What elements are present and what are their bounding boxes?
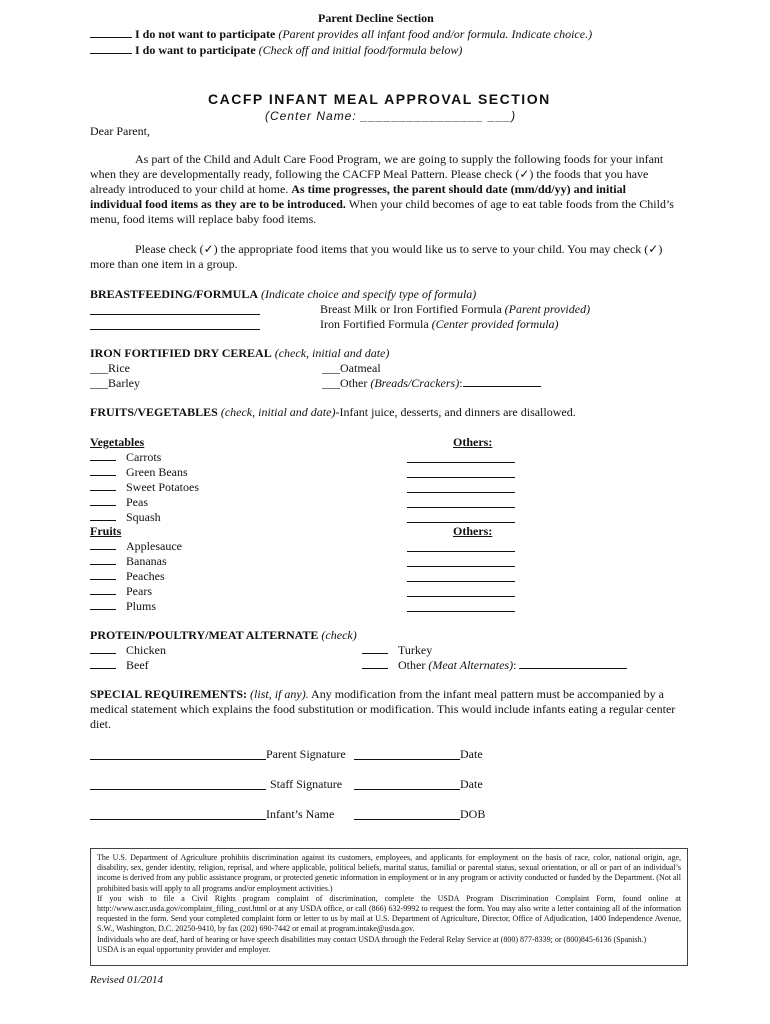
intro-paragraph [90,152,680,227]
protein-beef-label: Beef [126,658,149,672]
notice-paragraph: The U.S. Department of Agriculture prohibits discrimination against its customers, employees, and applicants for employment on the basis of race, color, national origin, age, disability, sex, gender identity, religion, reprisal, and where applicable, political beliefs, marital status, familial or parental status, sexual orientation, or all or part of an individual’s income is derived from any public assistance program, or protected genetic information in employment or in any program or activity conducted or funded by the Department. (Not all prohibited basis will apply to all programs and/or employment activities.) [97,853,681,893]
cereal-other[interactable] [322,376,541,391]
formula-label: Iron Fortified Formula [320,317,429,331]
notice-paragraph: If you wish to file a Civil Rights program complaint of discrimination, complete the USDA Program Discrimination Complaint Form, found online at http://www.ascr.usda.gov/complaint_filing_cust.html or at any USDA office, or call (866) 632-9992 to request the form. You may also write a letter containing all of the information requested in the form. Send your completed complaint form or letter to us by mail at U.S. Department of Agriculture, Director, Office of Adjudication, 1400 Independence Avenue, S.W., Washington, D.C. 20250-9410, by fax (202) 690-7442 or email at program.intake@usda.gov. [97,893,681,934]
cereal-barley[interactable]: ___Barley [90,376,140,390]
cereal-other-blank[interactable] [463,376,541,387]
fruit-other-line[interactable] [407,596,515,597]
veg-item[interactable] [90,465,188,480]
decline-no-label: I do not want to participate [135,27,276,41]
protein-chicken-label: Chicken [126,643,166,657]
veg-other-line[interactable] [407,507,515,508]
special-heading: SPECIAL REQUIREMENTS: [90,687,248,701]
veg-label: Peas [126,495,148,509]
veg-item[interactable] [90,495,148,510]
breastmilk-option [320,302,590,317]
decline-title: Parent Decline Section [318,11,434,25]
salutation: Dear Parent, [90,124,150,138]
formula-note: (Center provided formula) [431,317,559,331]
protein-beef[interactable] [90,658,149,673]
fruit-check[interactable] [90,584,116,595]
veg-other-line[interactable] [407,522,515,523]
vegetables-others-heading: Others: [453,435,493,449]
veg-other-line[interactable] [407,462,515,463]
parent-signature-line[interactable] [90,759,266,760]
special-heading-note: (list, if any). [250,687,309,701]
cereal-other-colon: : [459,376,463,390]
staff-date-label: Date [460,777,483,791]
veg-other-line[interactable] [407,477,515,478]
center-name-field[interactable]: (Center Name: ________________ ___) [265,109,517,123]
notice-paragraph: USDA is an equal opportunity provider and employer. [97,944,271,954]
fruit-label: Plums [126,599,157,613]
fruit-item[interactable] [90,584,152,599]
veg-check[interactable] [90,495,116,506]
veg-check[interactable] [90,480,116,491]
fruitsveg-heading [90,405,576,420]
special-requirements [90,687,680,732]
decline-no-note: (Parent provides all infant food and/or formula. Indicate choice.) [278,27,593,41]
fruit-label: Applesauce [126,539,182,553]
fruit-other-line[interactable] [407,566,515,567]
decline-option-no [90,27,592,42]
fruit-label: Pears [126,584,152,598]
fruitsveg-heading-label: FRUITS/VEGETABLES [90,405,218,419]
veg-item[interactable] [90,510,161,525]
fruit-other-line[interactable] [407,551,515,552]
staff-date-line[interactable] [354,789,460,790]
protein-check[interactable] [362,658,388,669]
protein-other[interactable] [362,658,627,673]
veg-item[interactable] [90,480,199,495]
cereal-oatmeal[interactable]: ___Oatmeal [322,361,381,375]
cereal-other-note: (Breads/Crackers) [370,376,460,390]
veg-label: Sweet Potatoes [126,480,199,494]
fruit-check[interactable] [90,599,116,610]
fruitsveg-heading-rest: -Infant juice, desserts, and dinners are disallowed. [335,405,576,419]
protein-check[interactable] [362,643,388,654]
veg-label: Green Beans [126,465,188,479]
nondiscrimination-notice [90,848,688,966]
veg-label: Carrots [126,450,162,464]
protein-chicken[interactable] [90,643,166,658]
fruit-item[interactable] [90,539,182,554]
decline-yes-blank[interactable] [90,43,132,54]
protein-check[interactable] [90,658,116,669]
breastfeeding-heading [90,287,476,302]
fruit-item[interactable] [90,569,165,584]
decline-yes-label: I do want to participate [135,43,256,57]
veg-check[interactable] [90,510,116,521]
fruit-label: Peaches [126,569,165,583]
decline-option-yes [90,43,462,58]
cereal-heading-label: IRON FORTIFIED DRY CEREAL [90,346,272,360]
breastmilk-note: (Parent provided) [504,302,591,316]
staff-signature-line[interactable] [90,789,266,790]
intro-text-a: As part of the Child and Adult Care Food Program, we are going to supply the following foods for your infant when they are developmentally ready, following the CACFP Meal Pattern. Please check (✓) the foods that you have already introduced to your child at home. [90,152,664,196]
parent-date-line[interactable] [354,759,460,760]
cereal-other-label: ___Other [322,376,368,390]
intro-text-b: When your child becomes of age to eat table foods from the Child’s menu, food items will replace baby food items. [90,197,674,226]
protein-heading-note: (check) [321,628,357,642]
check-instructions: Please check (✓) the appropriate food items that you would like us to serve to your child. You may check (✓) more than one item in a group. [90,242,663,271]
breastmilk-label: Breast Milk or Iron Fortified Formula [320,302,502,316]
breastfeeding-heading-note: (Indicate choice and specify type of formula) [261,287,477,301]
infant-name-label: Infant’s Name [266,807,335,821]
revision-date: Revised 01/2014 [90,974,164,986]
protein-other-note: (Meat Alternates) [428,658,514,672]
infant-name-line[interactable] [90,819,266,820]
veg-other-line[interactable] [407,492,515,493]
protein-heading [90,628,357,643]
notice-paragraph: Individuals who are deaf, hard of hearing or have speech disabilities may contact USDA through the Federal Relay Service at (800) 877-8339; or (800)845-6136 (Spanish.) [97,934,647,944]
cereal-heading-note: (check, initial and date) [274,346,390,360]
veg-check[interactable] [90,450,116,461]
protein-other-colon: : [513,658,517,672]
fruit-item[interactable] [90,599,156,614]
decline-yes-note: (Check off and initial food/formula below) [258,43,463,57]
dob-label: DOB [460,807,486,821]
protein-other-blank[interactable] [519,658,627,669]
protein-turkey-label: Turkey [398,643,433,657]
veg-check[interactable] [90,465,116,476]
fruit-other-line[interactable] [407,581,515,582]
cereal-heading [90,346,389,361]
cereal-rice[interactable]: ___Rice [90,361,130,375]
protein-turkey[interactable] [362,643,432,658]
intro-text-bold: As time progresses, the parent should date (mm/dd/yy) and initial individual food items as they are to be introduced. [90,182,626,211]
breastmilk-initial-line[interactable] [90,314,260,315]
dob-line[interactable] [354,819,460,820]
fruit-label: Bananas [126,554,167,568]
parent-signature-label: Parent Signature [266,747,346,761]
approval-title: CACFP INFANT MEAL APPROVAL SECTION [208,91,551,107]
fruits-others-heading: Others: [453,524,493,538]
fruits-heading: Fruits [90,524,122,538]
decline-no-blank[interactable] [90,27,132,38]
special-text: Any modification from the infant meal pattern must be accompanied by a medical statement which explains the food substitution or modification. This would include infants eating a regular center diet. [90,687,676,731]
fruitsveg-heading-note: (check, initial and date) [220,405,336,419]
protein-heading-label: PROTEIN/POULTRY/MEAT ALTERNATE [90,628,319,642]
veg-label: Squash [126,510,161,524]
parent-date-label: Date [460,747,483,761]
formula-option [320,317,559,332]
staff-signature-label: Staff Signature [270,777,343,791]
protein-check[interactable] [90,643,116,654]
breastfeeding-heading-label: BREASTFEEDING/FORMULA [90,287,259,301]
formula-initial-line[interactable] [90,329,260,330]
fruit-item[interactable] [90,554,167,569]
fruit-other-line[interactable] [407,611,515,612]
protein-other-label: Other [398,658,426,672]
veg-item[interactable] [90,450,161,465]
fruit-check[interactable] [90,554,116,565]
vegetables-heading: Vegetables [90,435,145,449]
fruit-check[interactable] [90,539,116,550]
fruit-check[interactable] [90,569,116,580]
